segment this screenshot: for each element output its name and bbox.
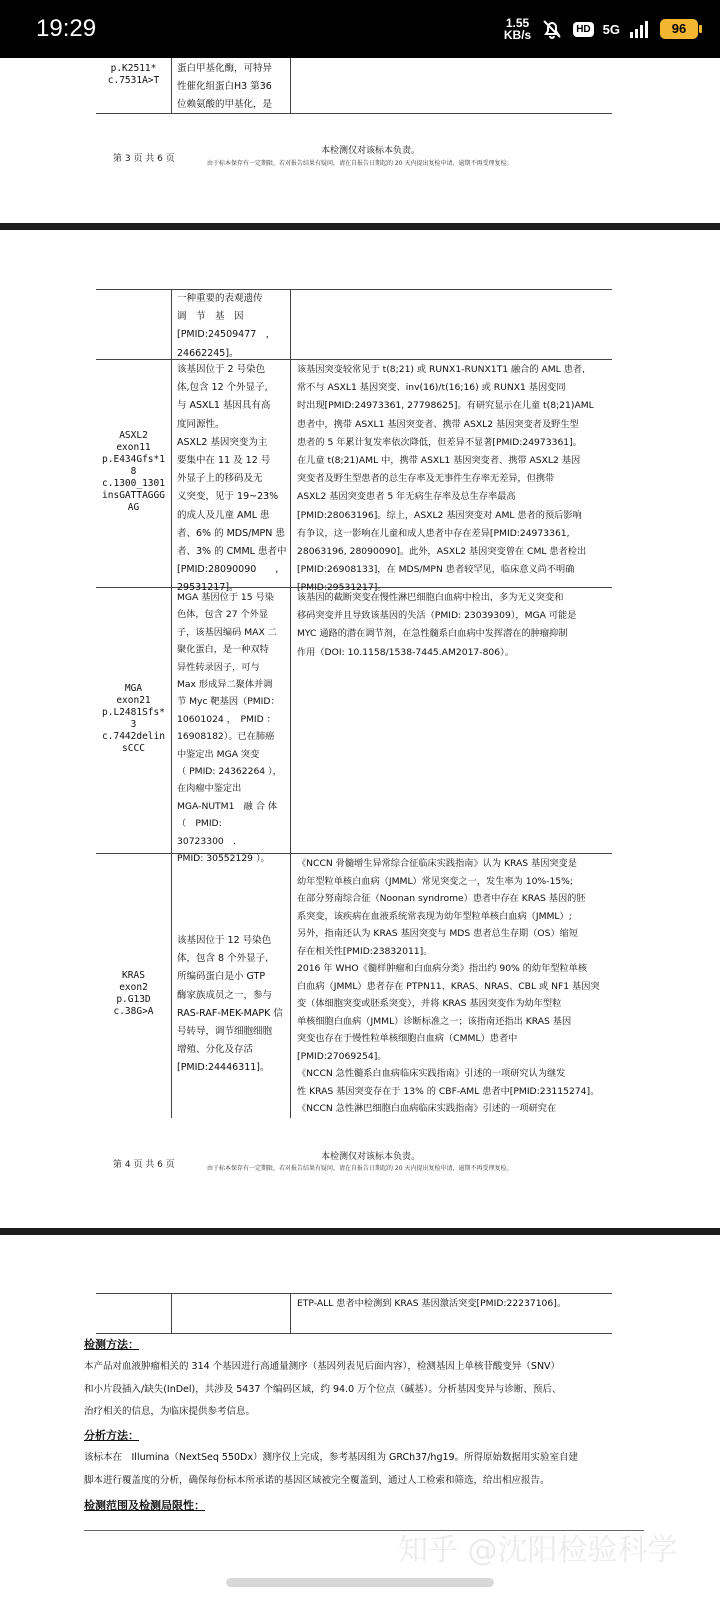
detection-method-text: 本产品对血液肿瘤相关的 314 个基因进行高通量测序（基因列表见后面内容），检测基因上单核苷酸变异（SNV） 和小片段插入/缺失(InDel)，共涉及 5437 个编码区域，约 94.0 万个位点（碱基）。分析基因变异与诊断、预后、 治疗相关的信息，为临床提供参考信息。 <box>84 1361 562 1417</box>
page-number: 第 4 页 共 6 页 <box>113 1160 175 1170</box>
clinical-significance-cell: 该基因的截断突变在慢性淋巴细胞白血病中检出，多为无义突变和 移码突变并且导致该基因的失活（PMID: 23039309），MGA 可能是 MYC 通路的潜在调节剂，在急性髓系白血病中发挥潜在的肿瘤抑制 作用（DOI: 10.1158/1538-7445.AM2017-806）。 <box>297 592 577 658</box>
footer-subnotice: 由于标本保存有一定期限，若对报告结果有疑问，请在自报告日期起的 20 天内提出复检申请，逾期不再受理复检。 <box>207 160 513 167</box>
signal-icon <box>629 20 651 38</box>
clinical-significance-cell: 《NCCN 骨髓增生异常综合征临床实践指南》认为 KRAS 基因突变是 幼年型粒单核白血病（JMML）常见突变之一，发生率为 10%-15%; 在部分努南综合征（Noonan syndrome）患者中存在 KRAS 基因的胚 系突变，该疾病在血液系统常表现为幼年型粒单核白血病（JMML）; 另外，指南还认为 KRAS 基因突变与 MDS 患者总生存期（OS）缩短 存在相关性[PMID:23832011]。 2016 年 WHO《髓样肿瘤和白血病分类》指出约 90% 的幼年型粒单核 白血病（JMML）患者存在 PTPN11、KRAS、NRAS、CBL 或 NF1 基因突 变（体细胞突变或胚系突变），并将 KRAS 基因突变作为幼年型粒 单核细胞白血病（JMML）诊断标准之一；该指南还指出 KRAS 基因 突变也存在于慢性粒单核细胞白血病（CMML）患者中 [PMID:27069254]。 《NCCN 急性髓系白血病临床实践指南》引述的一项研究认为继发 性 KRAS 基因突变存在于 13% 的 CBF-AML 患者中[PMID:23115274]。 《NCCN 急性淋巴细胞白血病临床实践指南》引述的一项研究在 <box>297 858 600 1114</box>
network-type: 5G <box>602 21 620 37</box>
page-number: 第 3 页 共 6 页 <box>113 154 175 164</box>
battery-icon: 96 <box>660 19 698 39</box>
page-separator <box>0 1228 720 1235</box>
analysis-method-title: 分析方法： <box>84 1429 139 1442</box>
mute-bell-icon <box>540 17 564 41</box>
gene-description-cell: 蛋白甲基化酶，可特异 性催化组蛋白H3 第36 位赖氨酸的甲基化，是 <box>177 63 273 111</box>
network-speed <box>504 17 531 41</box>
gene-variant-cell: KRAS exon2 p.G13D c.38G>A <box>113 970 154 1017</box>
gene-variant-cell: MGA exon21 p.L2481Sfs* 3 c.7442delin sCCC <box>102 683 165 754</box>
scope-limitations-title: 检测范围及检测局限性： <box>84 1499 205 1512</box>
network-speed-unit: KB/s <box>503 28 532 42</box>
watermark: 知乎 @沈阳检验科学 <box>398 1533 678 1568</box>
clinical-significance-cell: 该基因突变较常见于 t(8;21) 或 RUNX1-RUNX1T1 融合的 AML 患者, 常不与 ASXL1 基因突变、inv(16)/t(16;16) 或 RUNX1 基因变同 时出现[PMID:24973361, 27798625]。有研究显示在儿童 t(8;21)AML 患者中，携带 ASXL1 基因突变者、携带 ASXL2 基因突变者及野生型 患者的 5 年累计复发率依次降低，但差异不显著[PMID:24973361]。 在儿童 t(8;21)AML 中，携带 ASXL1 基因突变者、携带 ASXL2 基因 突变者及野生型患者的总生存率及无事件生存率无差异，但携带 ASXL2 基因突变患者 5 年无病生存率及总生存率最高 [PMID:28063196]。综上，ASXL2 基因突变对 AML 患者的预后影响 有争议，这一影响在儿童和成人患者中存在差异[PMID:24973361, 28063196, 28090090]。此外，ASXL2 基因突变曾在 CML 患者检出 [PMID:26908133]，在 MDS/MPN 患者较罕见，临床意义尚不明确 [PMID:29531217]。 <box>297 364 594 594</box>
status-bar <box>0 0 720 58</box>
footer-notice: 本检测仅对该标本负责。 <box>321 1152 421 1162</box>
home-indicator[interactable] <box>226 1578 494 1587</box>
gene-description-cell: MGA 基因位于 15 号染 色体，包含 27 个外显 子，该基因编码 MAX 二 聚化蛋白，是一种双特 异性转录因子，可与 Max 形成异二聚体并调 节 Myc 靶基因（PMID： 10601024 ， PMID ： 16908182）。已在肺癌 中鉴定出 MGA 突变 （ PMID: 24362264 ）， 在肉瘤中鉴定出 MGA-NUTM1 融 合 体 （ PMID: 30723300 . PMID: 30552129 ）。 <box>177 592 282 865</box>
status-time: 19:29 <box>36 15 97 42</box>
gene-description-cell: 该基因位于 2 号染色 体,包含 12 个外显子, 与 ASXL1 基因具有高 度同源性。 ASXL2 基因突变为主 要集中在 11 及 12 号 外显子上的移码及无 义突变，见于 19~23% 的成人及儿童 AML 患 者、6% 的 MDS/MPN 患 者、3% 的 CMML 患者中 [PMID:28090090 , 29531217]。 <box>177 364 287 594</box>
gene-variant-cell: ASXL2 exon11 p.E434Gfs*1 8 c.1300_1301 insGATTAGGG AG <box>102 430 165 513</box>
hd-badge: HD <box>573 22 593 37</box>
clinical-significance-cell: ETP-ALL 患者中检测到 KRAS 基因激活突变[PMID:22237106]。 <box>297 1298 567 1309</box>
gene-description-cell: 该基因位于 12 号染色 体，包含 8 个外显子, 所编码蛋白是小 GTP 酶家族成员之一，参与 RAS-RAF-MEK-MAPK 信 号转导，调节细胞细胞 增殖、分化及存活 [PMID:24446311]。 <box>177 935 283 1074</box>
detection-method-title: 检测方法： <box>84 1338 139 1351</box>
gene-variant-cell: p.K2511* c.7531A>T <box>107 63 160 86</box>
network-speed-value: 1.55 <box>505 16 530 30</box>
footer-subnotice: 由于标本保存有一定期限，若对报告结果有疑问，请在自报告日期起的 20 天内提出复检申请，逾期不再受理复检。 <box>207 1165 513 1172</box>
status-icons <box>504 14 698 44</box>
gene-description-cell: 一种重要的表观遗传 调 节 基 因 [PMID:24509477 ， 24662245]。 <box>177 293 276 359</box>
analysis-method-text: 该标本在 Illumina（NextSeq 550Dx）测序仪上完成，参考基因组为 GRCh37/hg19。所得原始数据用实验室自建 脚本进行覆盖度的分析，确保每份标本所承诺的基因区域被完全覆盖到，通过人工检索和筛选，给出相应报告。 <box>84 1452 579 1486</box>
page-separator <box>0 223 720 230</box>
footer-notice: 本检测仅对该标本负责。 <box>321 146 421 156</box>
